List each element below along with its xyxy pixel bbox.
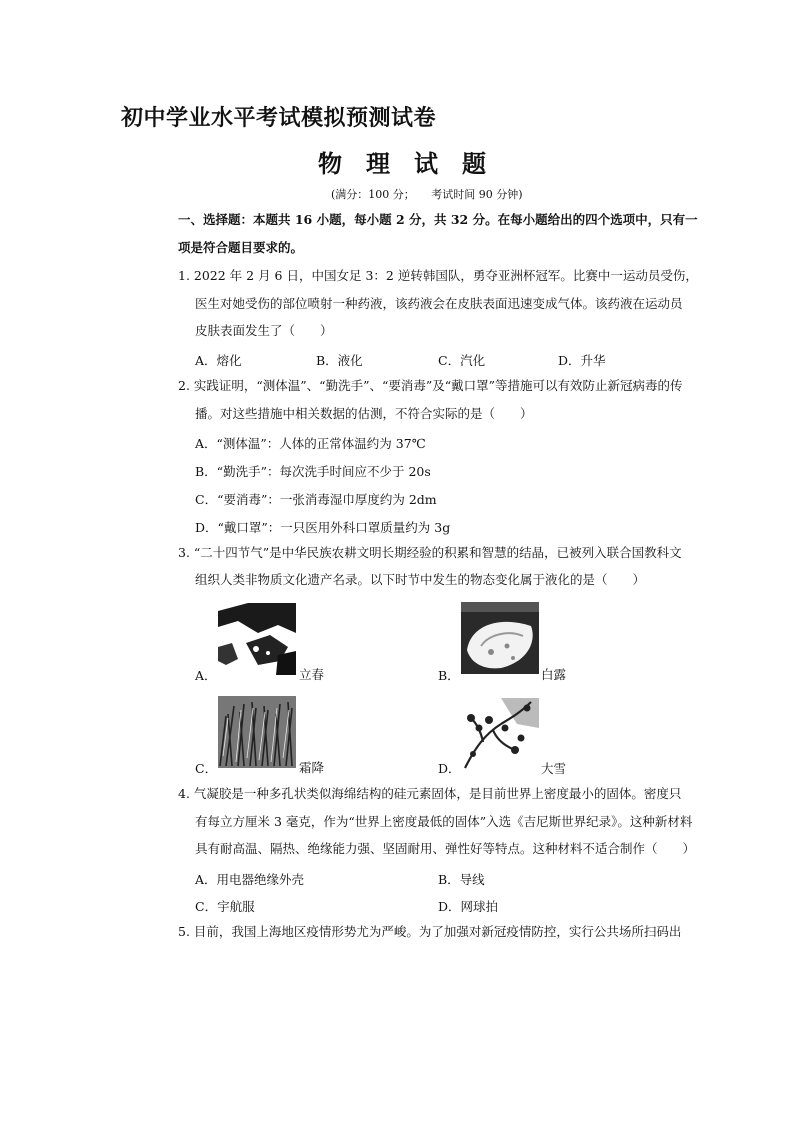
q3-option-d-caption: 大雪 bbox=[541, 761, 567, 776]
q5-line1: 5. 目前，我国上海地区疫情形势尤为严峻。为了加强对新冠疫情防控，实行公共场所扫码出 bbox=[178, 924, 682, 939]
q3-option-d-image bbox=[461, 698, 539, 770]
q3-option-b-letter: B． bbox=[438, 668, 460, 683]
q3-option-a-caption: 立春 bbox=[299, 667, 325, 682]
q1-option-d: D．升华 bbox=[558, 353, 606, 368]
q1-line1: 1. 2022 年 2 月 6 日，中国女足 3：2 逆转韩国队，勇夺亚洲杯冠军。比赛中一运动员受伤， bbox=[178, 268, 698, 283]
q1-line2: 医生对她受伤的部位喷射一种药液，该药液会在皮肤表面迅速变成气体。该药液在运动员 bbox=[195, 296, 683, 311]
q1-option-b: B．液化 bbox=[316, 353, 363, 368]
exam-meta: (满分：100 分； 考试时间 90 分钟) bbox=[331, 188, 523, 201]
q4-option-a: A．用电器绝缘外壳 bbox=[195, 872, 305, 887]
q4-line1: 4. 气凝胶是一种多孔状类似海绵结构的硅元素固体，是目前世界上密度最小的固体。密度只 bbox=[178, 786, 682, 801]
q1-option-a: A．熔化 bbox=[195, 353, 242, 368]
section-heading-line1: 一、选择题：本题共 16 小题，每小题 2 分，共 32 分。在每小题给出的四个选项中，只有一 bbox=[178, 212, 698, 227]
q3-line2: 组织人类非物质文化遗产名录。以下时节中发生的物态变化属于液化的是（ ） bbox=[195, 572, 646, 587]
exam-title: 初中学业水平考试模拟预测试卷 bbox=[121, 106, 437, 131]
q2-line2: 播。对这些措施中相关数据的估测，不符合实际的是（ ） bbox=[195, 406, 533, 421]
q3-option-c-letter: C． bbox=[195, 761, 218, 776]
q3-option-a-letter: A． bbox=[195, 668, 217, 683]
q4-line3: 具有耐高温、隔热、绝缘能力强、坚固耐用、弹性好等特点。这种材料不适合制作（ ） bbox=[195, 841, 696, 856]
q3-option-a-image bbox=[218, 603, 296, 675]
subject-title bbox=[318, 144, 510, 179]
q2-option-a: A．“测体温”：人体的正常体温约为 37℃ bbox=[195, 436, 426, 451]
q2-option-d: D．“戴口罩”：一只医用外科口罩质量约为 3g bbox=[195, 520, 451, 535]
q4-option-c: C．宇航服 bbox=[195, 899, 255, 914]
q3-option-d-letter: D． bbox=[438, 761, 461, 776]
q3-option-c-caption: 霜降 bbox=[299, 760, 325, 775]
subject-char: 试 bbox=[414, 150, 438, 178]
q2-option-b: B．“勤洗手”：每次洗手时间应不少于 20s bbox=[195, 464, 431, 479]
q4-option-d: D．网球拍 bbox=[438, 899, 499, 914]
q3-option-c-image bbox=[218, 696, 296, 768]
q3-line1: 3. “二十四节气”是中华民族农耕文明长期经验的积累和智慧的结晶，已被列入联合国教科文 bbox=[178, 545, 682, 560]
q3-option-b-image bbox=[461, 602, 539, 674]
section-heading-line2: 项是符合题目要求的。 bbox=[178, 240, 304, 255]
subject-char: 题 bbox=[462, 150, 486, 178]
subject-char: 理 bbox=[366, 150, 390, 178]
q2-line1: 2. 实践证明，“测体温”、“勤洗手”、“要消毒”及“戴口罩”等措施可以有效防止新冠病毒的传 bbox=[178, 378, 683, 393]
q3-option-b-caption: 白露 bbox=[541, 667, 567, 682]
subject-char: 物 bbox=[318, 150, 342, 178]
q4-option-b: B．导线 bbox=[438, 872, 485, 887]
q1-option-c: C．汽化 bbox=[438, 353, 486, 368]
q1-line3: 皮肤表面发生了（ ） bbox=[195, 323, 333, 338]
q4-line2: 有每立方厘米 3 毫克，作为“世界上密度最低的固体”入选《吉尼斯世界纪录》。这种新材料 bbox=[195, 814, 693, 829]
q2-option-c: C．“要消毒”：一张消毒湿巾厚度约为 2dm bbox=[195, 492, 437, 507]
